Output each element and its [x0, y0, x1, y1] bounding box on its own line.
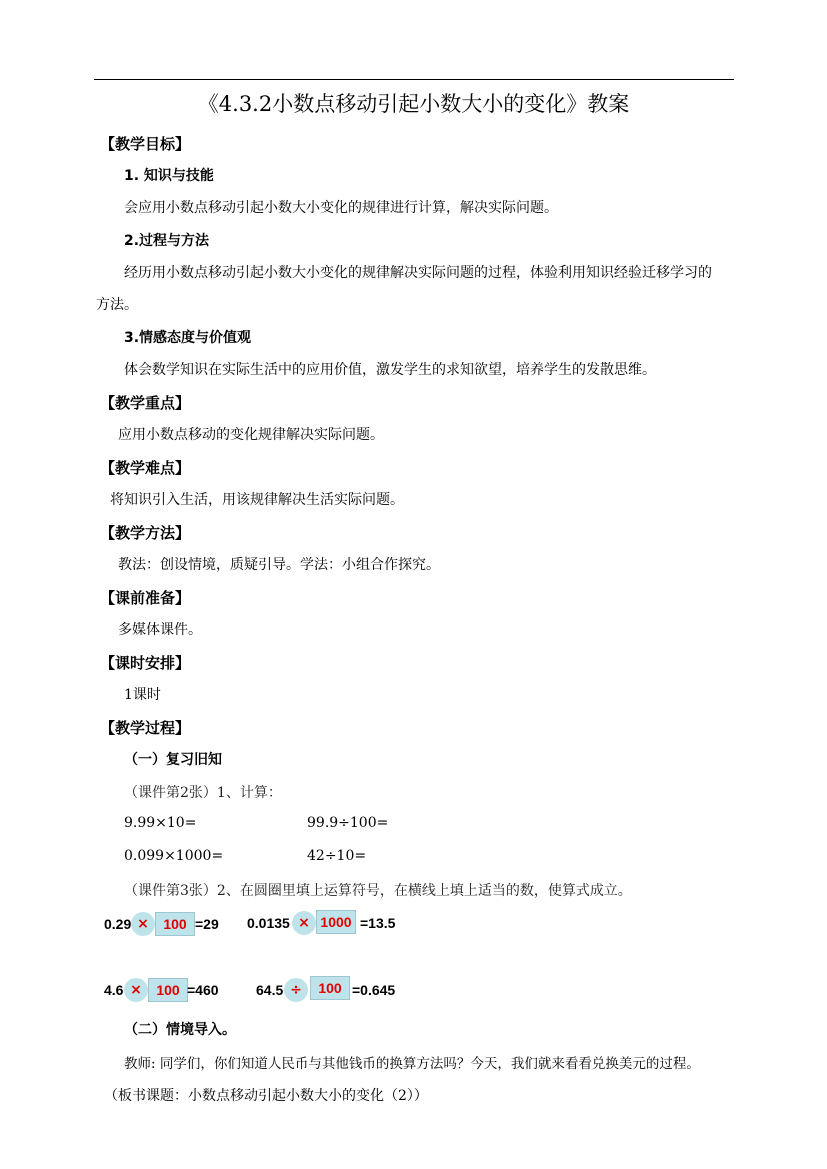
- eq2-operator: ×: [292, 911, 316, 935]
- eq3-left: 4.6: [104, 982, 124, 998]
- eq1-operator: ×: [131, 912, 155, 936]
- eq2-left: 0.0135: [247, 915, 290, 931]
- page-title: 《4.3.2小数点移动引起小数大小的变化》教案: [197, 92, 630, 116]
- key-heading: 【教学重点】: [100, 394, 191, 412]
- process-part1-title: （一）复习旧知: [124, 752, 222, 768]
- goals-s3-title: 3.情感态度与价值观: [124, 330, 252, 346]
- goals-s2-text-2: 方法。: [96, 297, 138, 313]
- eq3-operator: ×: [124, 978, 148, 1002]
- eq2-right: =13.5: [360, 915, 396, 931]
- eq1-right: =29: [195, 916, 219, 932]
- goals-s2-text-1: 经历用小数点移动引起小数大小变化的规律解决实际问题的过程，体验利用知识经验迁移学习的: [124, 265, 712, 281]
- process-slide3: （课件第3张）2、在圆圈里填上运算符号，在横线上填上适当的数，使算式成立。: [124, 883, 632, 899]
- eq1-answer: 100: [155, 912, 195, 936]
- schedule-heading: 【课时安排】: [100, 654, 191, 672]
- process-part2-title: （二）情境导入。: [124, 1022, 236, 1038]
- goals-s3-text: 体会数学知识在实际生活中的应用价值，激发学生的求知欲望，培养学生的发散思维。: [124, 362, 656, 378]
- difficulty-text: 将知识引入生活，用该规律解决生活实际问题。: [110, 492, 404, 508]
- goals-s1-text: 会应用小数点移动引起小数大小变化的规律进行计算，解决实际问题。: [124, 200, 558, 216]
- process-slide2: （课件第2张）1、计算：: [124, 785, 282, 801]
- eq2-answer: 1000: [316, 910, 356, 934]
- teacher-text: 教师: 同学们，你们知道人民币与其他钱币的换算方法吗？今天，我们就来看看兑换美元的过程。: [124, 1056, 700, 1072]
- eq4-right: =0.645: [352, 982, 396, 998]
- key-text: 应用小数点移动的变化规律解决实际问题。: [118, 427, 384, 443]
- goals-heading: 【教学目标】: [100, 135, 191, 153]
- prep-text: 多媒体课件。: [118, 622, 202, 638]
- goals-s2-title: 2.过程与方法: [124, 233, 210, 249]
- eq3-right: =460: [187, 982, 219, 998]
- calc-2: 99.9÷100=: [307, 815, 389, 831]
- board-note: （板书课题：小数点移动引起小数大小的变化（2））: [104, 1088, 428, 1104]
- method-heading: 【教学方法】: [100, 524, 191, 542]
- difficulty-heading: 【教学难点】: [100, 459, 191, 477]
- method-text: 教法：创设情境，质疑引导。学法：小组合作探究。: [118, 557, 440, 573]
- eq4-operator: ÷: [284, 978, 308, 1002]
- eq3-answer: 100: [148, 978, 188, 1002]
- schedule-text: 1课时: [124, 687, 161, 703]
- eq1-left: 0.29: [104, 916, 132, 932]
- goals-s1-title: 1. 知识与技能: [124, 168, 214, 184]
- calc-4: 42÷10=: [307, 848, 367, 864]
- process-heading: 【教学过程】: [100, 719, 191, 737]
- header-rule: [94, 79, 734, 80]
- calc-3: 0.099×1000=: [124, 848, 224, 864]
- calc-1: 9.99×10=: [124, 815, 197, 831]
- prep-heading: 【课前准备】: [100, 589, 191, 607]
- eq4-left: 64.5: [256, 982, 284, 998]
- eq4-answer: 100: [310, 976, 350, 1000]
